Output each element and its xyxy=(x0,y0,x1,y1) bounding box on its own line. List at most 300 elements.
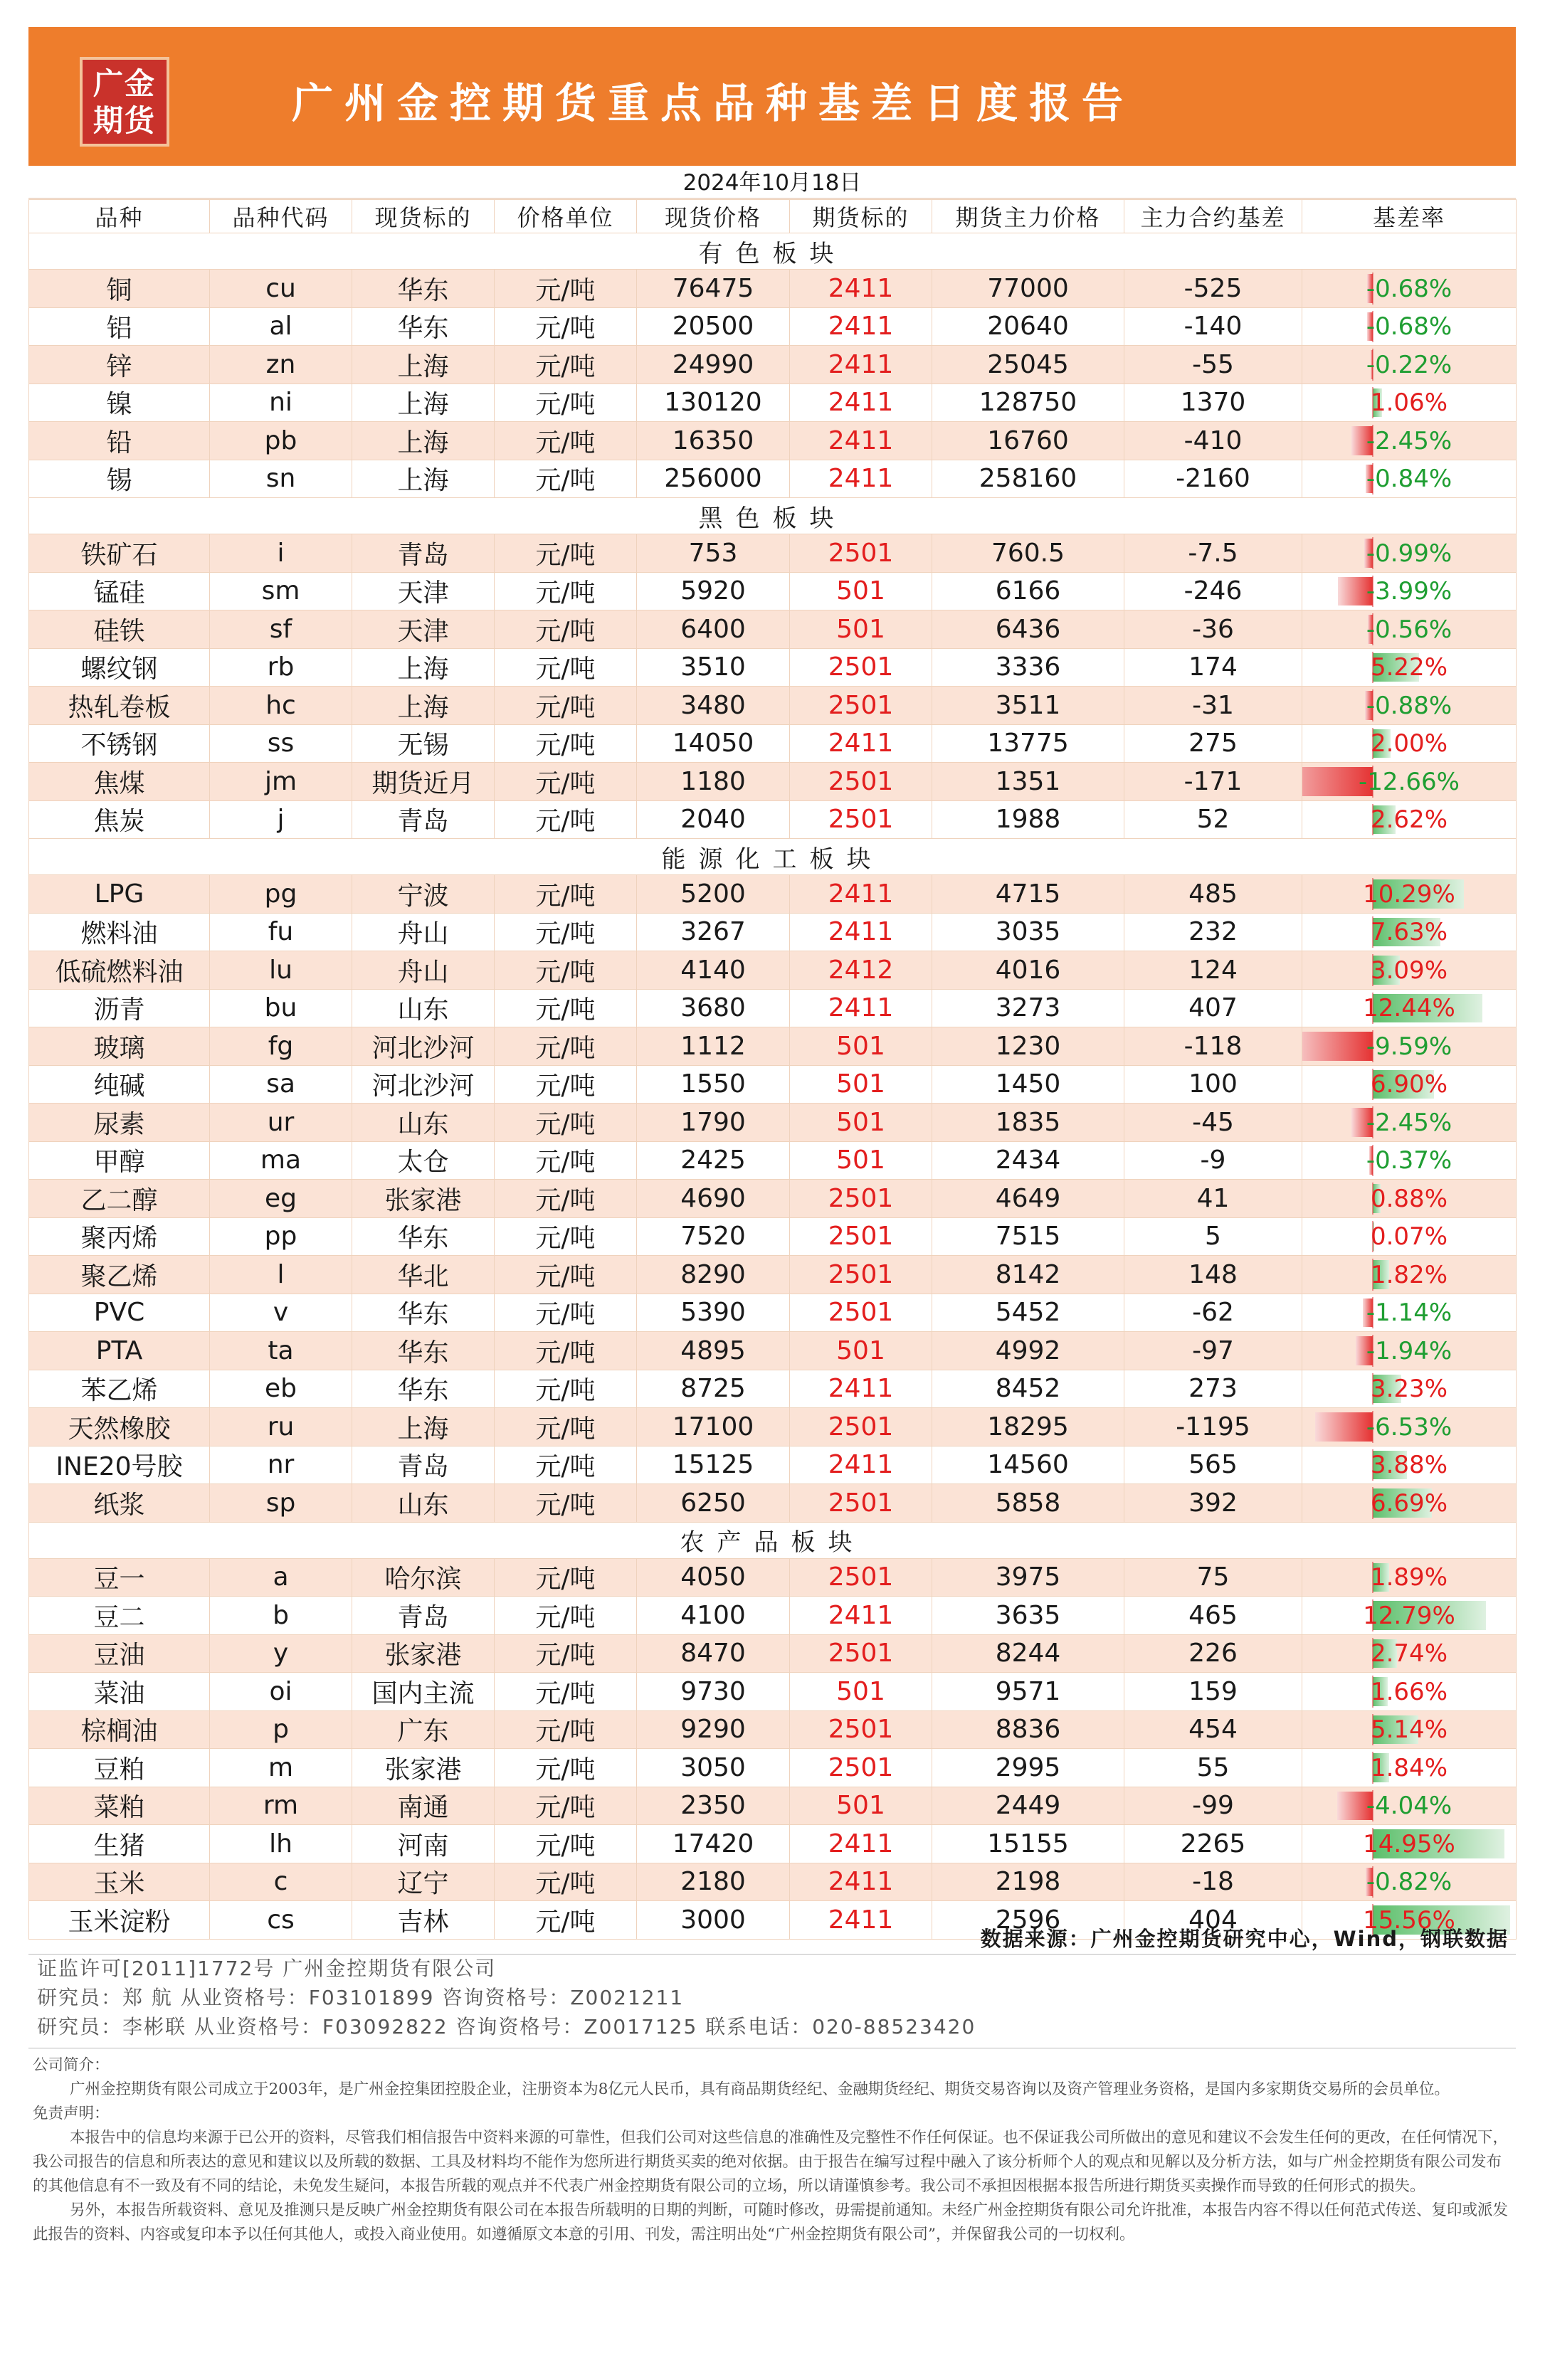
company-intro xyxy=(33,2053,1513,2247)
table-row xyxy=(29,1710,1517,1749)
basis-rate-cell xyxy=(1302,460,1517,498)
variety-code: c xyxy=(210,1863,352,1901)
price-unit: 元/吨 xyxy=(495,913,637,951)
variety-code: bu xyxy=(210,989,352,1027)
basis-rate-value: -0.99% xyxy=(1366,539,1452,568)
price-unit: 元/吨 xyxy=(495,1065,637,1104)
futures-contract: 2501 xyxy=(790,1710,932,1749)
main-basis: -97 xyxy=(1124,1332,1302,1370)
variety-name: 焦炭 xyxy=(29,800,210,839)
price-unit: 元/吨 xyxy=(495,1825,637,1863)
spot-price: 4050 xyxy=(637,1558,790,1597)
price-unit: 元/吨 xyxy=(495,1217,637,1256)
futures-price: 6436 xyxy=(932,610,1124,649)
spot-price: 3000 xyxy=(637,1901,790,1940)
basis-rate-value: -0.68% xyxy=(1366,312,1452,342)
futures-price: 15155 xyxy=(932,1825,1124,1863)
spot-price: 6250 xyxy=(637,1484,790,1523)
futures-price: 13775 xyxy=(932,724,1124,763)
spot-price: 1790 xyxy=(637,1104,790,1142)
table-row xyxy=(29,384,1517,422)
futures-contract: 501 xyxy=(790,1027,932,1066)
spot-location: 南通 xyxy=(352,1787,495,1825)
price-unit: 元/吨 xyxy=(495,763,637,801)
basis-rate-value: 5.14% xyxy=(1370,1715,1448,1745)
futures-price: 20640 xyxy=(932,307,1124,346)
futures-contract: 2411 xyxy=(790,1370,932,1408)
basis-rate-value: -0.82% xyxy=(1366,1868,1452,1897)
price-unit: 元/吨 xyxy=(495,1749,637,1787)
basis-rate-value: 1.82% xyxy=(1370,1260,1448,1289)
table-row xyxy=(29,572,1517,610)
variety-name: 镍 xyxy=(29,384,210,422)
futures-contract: 2411 xyxy=(790,875,932,914)
variety-code: pg xyxy=(210,875,352,914)
variety-code: ta xyxy=(210,1332,352,1370)
data-source: 数据来源：广州金控期货研究中心，Wind，钢联数据 xyxy=(980,1927,1509,1951)
basis-rate-cell xyxy=(1302,800,1517,839)
variety-code: lu xyxy=(210,951,352,990)
price-unit: 元/吨 xyxy=(495,1863,637,1901)
basis-rate-value: 7.63% xyxy=(1370,918,1448,947)
basis-rate-value: 0.88% xyxy=(1370,1184,1448,1213)
report-frame xyxy=(28,27,1516,2350)
basis-rate-cell xyxy=(1302,1065,1517,1104)
spot-price: 15125 xyxy=(637,1446,790,1484)
price-unit: 元/吨 xyxy=(495,648,637,687)
basis-rate-value: 2.00% xyxy=(1370,729,1448,758)
futures-price: 1230 xyxy=(932,1027,1124,1066)
basis-rate-cell xyxy=(1302,1408,1517,1446)
table-row xyxy=(29,1141,1517,1180)
price-unit: 元/吨 xyxy=(495,1027,637,1066)
price-unit: 元/吨 xyxy=(495,1408,637,1446)
spot-price: 4100 xyxy=(637,1597,790,1635)
futures-contract: 2411 xyxy=(790,1863,932,1901)
main-basis: 565 xyxy=(1124,1446,1302,1484)
variety-code: fu xyxy=(210,913,352,951)
basis-rate-value: 1.06% xyxy=(1370,388,1448,418)
col-header: 现货标的 xyxy=(352,200,495,233)
price-unit: 元/吨 xyxy=(495,1180,637,1218)
variety-name: 焦煤 xyxy=(29,763,210,801)
basis-rate-value: -2.45% xyxy=(1366,426,1452,455)
futures-contract: 2501 xyxy=(790,1408,932,1446)
table-row xyxy=(29,875,1517,914)
variety-name: 铁矿石 xyxy=(29,534,210,573)
variety-name: 聚丙烯 xyxy=(29,1217,210,1256)
futures-price: 258160 xyxy=(932,460,1124,498)
spot-location: 青岛 xyxy=(352,534,495,573)
spot-location: 华东 xyxy=(352,270,495,308)
main-basis: -7.5 xyxy=(1124,534,1302,573)
main-basis: -525 xyxy=(1124,270,1302,308)
basis-rate-cell xyxy=(1302,1749,1517,1787)
variety-name: 锌 xyxy=(29,346,210,384)
price-unit: 元/吨 xyxy=(495,724,637,763)
spot-price: 4690 xyxy=(637,1180,790,1218)
futures-price: 7515 xyxy=(932,1217,1124,1256)
variety-name: INE20号胶 xyxy=(29,1446,210,1484)
variety-name: 尿素 xyxy=(29,1104,210,1142)
variety-code: ru xyxy=(210,1408,352,1446)
futures-price: 4715 xyxy=(932,875,1124,914)
variety-code: p xyxy=(210,1710,352,1749)
futures-contract: 2501 xyxy=(790,800,932,839)
variety-code: oi xyxy=(210,1673,352,1711)
variety-name: 苯乙烯 xyxy=(29,1370,210,1408)
spot-price: 4140 xyxy=(637,951,790,990)
futures-contract: 2501 xyxy=(790,1634,932,1673)
table-row xyxy=(29,460,1517,498)
spot-location: 天津 xyxy=(352,572,495,610)
price-unit: 元/吨 xyxy=(495,1104,637,1142)
basis-rate-cell xyxy=(1302,989,1517,1027)
table-header-row xyxy=(29,200,1517,233)
price-unit: 元/吨 xyxy=(495,534,637,573)
table-row xyxy=(29,1825,1517,1863)
futures-price: 1988 xyxy=(932,800,1124,839)
table-row xyxy=(29,422,1517,460)
basis-rate-value: 2.74% xyxy=(1370,1639,1448,1668)
spot-location: 华东 xyxy=(352,307,495,346)
col-header: 基差率 xyxy=(1302,200,1517,233)
spot-location: 山东 xyxy=(352,1484,495,1523)
futures-contract: 2501 xyxy=(790,534,932,573)
basis-rate-value: -6.53% xyxy=(1366,1412,1452,1442)
table-row xyxy=(29,687,1517,725)
variety-name: 豆一 xyxy=(29,1558,210,1597)
futures-contract: 2411 xyxy=(790,989,932,1027)
table-row xyxy=(29,1787,1517,1825)
researcher-line-2: 研究员：李彬联 从业资格号：F03092822 咨询资格号：Z0017125 联系电话：020-88523420 xyxy=(37,2015,976,2038)
basis-rate-bar xyxy=(1315,1412,1373,1442)
futures-contract: 2411 xyxy=(790,384,932,422)
futures-contract: 501 xyxy=(790,1787,932,1825)
futures-price: 2995 xyxy=(932,1749,1124,1787)
variety-code: ma xyxy=(210,1141,352,1180)
futures-contract: 2501 xyxy=(790,1180,932,1218)
spot-price: 2180 xyxy=(637,1863,790,1901)
variety-name: 乙二醇 xyxy=(29,1180,210,1218)
spot-price: 24990 xyxy=(637,346,790,384)
variety-name: PTA xyxy=(29,1332,210,1370)
spot-location: 天津 xyxy=(352,610,495,649)
section-header-row xyxy=(29,498,1517,534)
basis-rate-value: 2.62% xyxy=(1370,805,1448,835)
futures-contract: 2501 xyxy=(790,1558,932,1597)
basis-rate-cell xyxy=(1302,534,1517,573)
futures-price: 16760 xyxy=(932,422,1124,460)
variety-name: 豆二 xyxy=(29,1597,210,1635)
basis-rate-cell xyxy=(1302,346,1517,384)
spot-location: 舟山 xyxy=(352,951,495,990)
section-header-row xyxy=(29,839,1517,875)
futures-contract: 501 xyxy=(790,1332,932,1370)
spot-location: 无锡 xyxy=(352,724,495,763)
spot-price: 8470 xyxy=(637,1634,790,1673)
variety-name: 铜 xyxy=(29,270,210,308)
table-row xyxy=(29,1749,1517,1787)
table-row xyxy=(29,1558,1517,1597)
basis-rate-value: 5.22% xyxy=(1370,653,1448,682)
futures-price: 5452 xyxy=(932,1294,1124,1332)
futures-price: 3975 xyxy=(932,1558,1124,1597)
main-basis: -31 xyxy=(1124,687,1302,725)
futures-price: 8452 xyxy=(932,1370,1124,1408)
variety-code: sf xyxy=(210,610,352,649)
basis-rate-bar xyxy=(1302,1032,1373,1061)
variety-name: 豆粕 xyxy=(29,1749,210,1787)
variety-code: lh xyxy=(210,1825,352,1863)
main-basis: -18 xyxy=(1124,1863,1302,1901)
variety-code: rb xyxy=(210,648,352,687)
report-title: 广州金控期货重点品种基差日度报告 xyxy=(292,79,1135,127)
spot-location: 河北沙河 xyxy=(352,1027,495,1066)
price-unit: 元/吨 xyxy=(495,307,637,346)
variety-code: eg xyxy=(210,1180,352,1218)
spot-price: 3267 xyxy=(637,913,790,951)
futures-price: 77000 xyxy=(932,270,1124,308)
main-basis: 273 xyxy=(1124,1370,1302,1408)
report-date: 2024年10月18日 xyxy=(28,168,1516,199)
variety-code: cu xyxy=(210,270,352,308)
basis-rate-value: -0.56% xyxy=(1366,615,1452,644)
disclaimer-text-2: 另外，本报告所载资料、意见及推测只是反映广州金控期货有限公司在本报告所载明的日期的判断，可随时修改，毋需提前通知。未经广州金控期货有限公司允许批准，本报告内容不得以任何范式传送、复印或派发此报告的资料、内容或复印本予以任何其他人，或投入商业使用。如遵循原文本意的引用、刊发，需注明出处“广州金控期货有限公司”，并保留我公司的一切权利。 xyxy=(33,2201,1509,2243)
main-basis: -171 xyxy=(1124,763,1302,801)
spot-location: 广东 xyxy=(352,1710,495,1749)
spot-price: 9730 xyxy=(637,1673,790,1711)
futures-price: 2596 xyxy=(932,1901,1124,1940)
spot-price: 3050 xyxy=(637,1749,790,1787)
spot-location: 张家港 xyxy=(352,1180,495,1218)
variety-code: ur xyxy=(210,1104,352,1142)
futures-contract: 2501 xyxy=(790,1256,932,1294)
basis-rate-value: -2.45% xyxy=(1366,1108,1452,1137)
table-row xyxy=(29,1408,1517,1446)
variety-name: 生猪 xyxy=(29,1825,210,1863)
main-basis: 55 xyxy=(1124,1749,1302,1787)
table-row xyxy=(29,1180,1517,1218)
spot-location: 期货近月 xyxy=(352,763,495,801)
spot-price: 130120 xyxy=(637,384,790,422)
basis-rate-value: 12.44% xyxy=(1363,994,1455,1023)
variety-name: 玉米 xyxy=(29,1863,210,1901)
variety-name: 不锈钢 xyxy=(29,724,210,763)
spot-location: 哈尔滨 xyxy=(352,1558,495,1597)
table-row xyxy=(29,1027,1517,1066)
futures-contract: 501 xyxy=(790,610,932,649)
table-row xyxy=(29,1256,1517,1294)
futures-contract: 2411 xyxy=(790,1825,932,1863)
basis-rate-cell xyxy=(1302,1634,1517,1673)
price-unit: 元/吨 xyxy=(495,1901,637,1940)
futures-price: 4649 xyxy=(932,1180,1124,1218)
futures-contract: 2501 xyxy=(790,1484,932,1523)
futures-price: 3035 xyxy=(932,913,1124,951)
main-basis: 75 xyxy=(1124,1558,1302,1597)
basis-rate-cell xyxy=(1302,951,1517,990)
spot-price: 76475 xyxy=(637,270,790,308)
price-unit: 元/吨 xyxy=(495,1597,637,1635)
researcher-line-1: 研究员：郑 航 从业资格号：F03101899 咨询资格号：Z0021211 xyxy=(37,1986,685,2009)
logo-line-1: 广金 xyxy=(93,66,156,101)
table-row xyxy=(29,1294,1517,1332)
basis-rate-cell xyxy=(1302,687,1517,725)
futures-contract: 501 xyxy=(790,572,932,610)
section-header-row xyxy=(29,1522,1517,1558)
price-unit: 元/吨 xyxy=(495,460,637,498)
futures-contract: 501 xyxy=(790,1065,932,1104)
spot-location: 青岛 xyxy=(352,800,495,839)
main-basis: -2160 xyxy=(1124,460,1302,498)
spot-location: 张家港 xyxy=(352,1634,495,1673)
main-basis: -118 xyxy=(1124,1027,1302,1066)
basis-rate-cell xyxy=(1302,875,1517,914)
futures-price: 128750 xyxy=(932,384,1124,422)
basis-rate-value: 1.89% xyxy=(1370,1563,1448,1592)
price-unit: 元/吨 xyxy=(495,800,637,839)
spot-price: 5200 xyxy=(637,875,790,914)
variety-code: l xyxy=(210,1256,352,1294)
futures-contract: 2411 xyxy=(790,270,932,308)
variety-code: i xyxy=(210,534,352,573)
main-basis: 275 xyxy=(1124,724,1302,763)
futures-contract: 501 xyxy=(790,1673,932,1711)
price-unit: 元/吨 xyxy=(495,1673,637,1711)
price-unit: 元/吨 xyxy=(495,1558,637,1597)
col-header: 期货主力价格 xyxy=(932,200,1124,233)
basis-rate-cell xyxy=(1302,724,1517,763)
price-unit: 元/吨 xyxy=(495,1710,637,1749)
disclaimer-title: 免责声明： xyxy=(33,2105,110,2122)
main-basis: -62 xyxy=(1124,1294,1302,1332)
table-row xyxy=(29,1065,1517,1104)
spot-location: 华北 xyxy=(352,1256,495,1294)
intro-text: 广州金控期货有限公司成立于2003年，是广州金控集团控股企业，注册资本为8亿元人民币，具有商品期货经纪、金融期货经纪、期货交易咨询以及资产管理业务资格，是国内多家期货交易所的会员单位。 xyxy=(70,2080,1450,2098)
basis-rate-value: -0.37% xyxy=(1366,1146,1452,1175)
spot-location: 山东 xyxy=(352,989,495,1027)
futures-contract: 2411 xyxy=(790,346,932,384)
variety-name: 纸浆 xyxy=(29,1484,210,1523)
variety-code: ss xyxy=(210,724,352,763)
futures-contract: 2411 xyxy=(790,1446,932,1484)
spot-location: 宁波 xyxy=(352,875,495,914)
table-row xyxy=(29,1332,1517,1370)
basis-rate-cell xyxy=(1302,1332,1517,1370)
table-row xyxy=(29,1104,1517,1142)
basis-rate-value: -3.99% xyxy=(1366,577,1452,606)
price-unit: 元/吨 xyxy=(495,572,637,610)
section-title: 能源化工板块 xyxy=(29,839,1517,875)
main-basis: 232 xyxy=(1124,913,1302,951)
basis-rate-value: 3.23% xyxy=(1370,1375,1448,1404)
variety-code: sp xyxy=(210,1484,352,1523)
price-unit: 元/吨 xyxy=(495,1446,637,1484)
variety-name: 低硫燃料油 xyxy=(29,951,210,990)
basis-rate-value: -12.66% xyxy=(1359,767,1460,796)
col-header: 主力合约基差 xyxy=(1124,200,1302,233)
price-unit: 元/吨 xyxy=(495,875,637,914)
price-unit: 元/吨 xyxy=(495,1256,637,1294)
main-basis: -99 xyxy=(1124,1787,1302,1825)
futures-price: 4992 xyxy=(932,1332,1124,1370)
table-row xyxy=(29,648,1517,687)
variety-name: 热轧卷板 xyxy=(29,687,210,725)
variety-code: jm xyxy=(210,763,352,801)
variety-name: 天然橡胶 xyxy=(29,1408,210,1446)
table-row xyxy=(29,989,1517,1027)
col-header: 品种代码 xyxy=(210,200,352,233)
futures-contract: 2501 xyxy=(790,1749,932,1787)
spot-location: 太仓 xyxy=(352,1141,495,1180)
table-row xyxy=(29,763,1517,801)
main-basis: 407 xyxy=(1124,989,1302,1027)
company-logo xyxy=(80,57,169,147)
variety-name: 豆油 xyxy=(29,1634,210,1673)
col-header: 品种 xyxy=(29,200,210,233)
variety-code: zn xyxy=(210,346,352,384)
section-title: 有色板块 xyxy=(29,233,1517,270)
futures-contract: 2411 xyxy=(790,307,932,346)
basis-rate-value: -0.22% xyxy=(1366,350,1452,379)
table-row xyxy=(29,1484,1517,1523)
variety-code: v xyxy=(210,1294,352,1332)
futures-price: 3273 xyxy=(932,989,1124,1027)
main-basis: 148 xyxy=(1124,1256,1302,1294)
spot-price: 753 xyxy=(637,534,790,573)
variety-code: sn xyxy=(210,460,352,498)
spot-location: 舟山 xyxy=(352,913,495,951)
basis-rate-cell xyxy=(1302,1825,1517,1863)
futures-price: 3336 xyxy=(932,648,1124,687)
logo-line-2: 期货 xyxy=(93,103,156,138)
price-unit: 元/吨 xyxy=(495,1370,637,1408)
spot-price: 3680 xyxy=(637,989,790,1027)
disclaimer-text-1: 本报告中的信息均来源于已公开的资料，尽管我们相信报告中资料来源的可靠性，但我们公司对这些信息的准确性及完整性不作任何保证。也不保证我公司所做出的意见和建议不会发生任何的更改，在任何情况下，我公司报告的信息和所表达的意见和建议以及所载的数据、工具及材料均不能作为您所进行期货买卖的绝对依据。由于报告在编写过程中融入了该分析师个人的观点和见解以及分析方法，如与广州金控期货有限公司发布的其他信息有不一致及有不同的结论，未免发生疑问，本报告所载的观点并不代表广州金控期货有限公司的立场，所以请谨慎参考。我公司不承担因根据本报告所进行期货买卖操作而导致的任何形式的损失。 xyxy=(33,2129,1509,2195)
spot-location: 上海 xyxy=(352,384,495,422)
variety-name: 甲醇 xyxy=(29,1141,210,1180)
basis-rate-value: 3.88% xyxy=(1370,1451,1448,1480)
futures-price: 3635 xyxy=(932,1597,1124,1635)
basis-rate-value: -9.59% xyxy=(1366,1032,1452,1061)
spot-price: 3480 xyxy=(637,687,790,725)
spot-price: 1112 xyxy=(637,1027,790,1066)
section-title: 农产品板块 xyxy=(29,1522,1517,1558)
basis-table xyxy=(28,199,1517,1940)
spot-price: 4895 xyxy=(637,1332,790,1370)
variety-code: fg xyxy=(210,1027,352,1066)
price-unit: 元/吨 xyxy=(495,687,637,725)
variety-name: 铝 xyxy=(29,307,210,346)
basis-rate-value: 12.79% xyxy=(1363,1601,1455,1630)
variety-name: 螺纹钢 xyxy=(29,648,210,687)
table-row xyxy=(29,800,1517,839)
basis-rate-cell xyxy=(1302,1027,1517,1066)
spot-price: 20500 xyxy=(637,307,790,346)
main-basis: 226 xyxy=(1124,1634,1302,1673)
variety-code: j xyxy=(210,800,352,839)
main-basis: -45 xyxy=(1124,1104,1302,1142)
futures-contract: 2501 xyxy=(790,763,932,801)
basis-rate-value: 15.56% xyxy=(1363,1905,1455,1935)
basis-rate-value: 10.29% xyxy=(1363,879,1455,909)
variety-name: 锡 xyxy=(29,460,210,498)
price-unit: 元/吨 xyxy=(495,1787,637,1825)
basis-rate-value: 1.84% xyxy=(1370,1753,1448,1782)
price-unit: 元/吨 xyxy=(495,384,637,422)
spot-location: 华东 xyxy=(352,1332,495,1370)
